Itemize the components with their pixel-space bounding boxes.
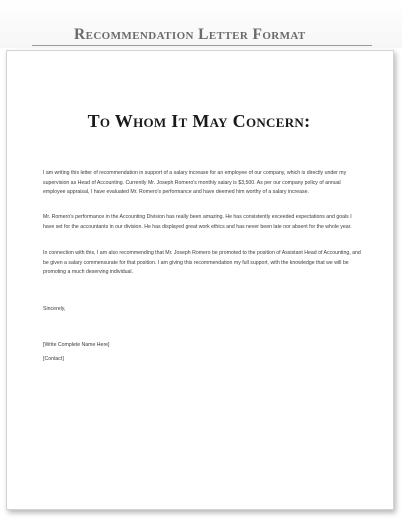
contact-placeholder: [Contact] [43, 356, 64, 362]
page-header [0, 0, 402, 48]
letter-salutation: To Whom It May Concern: [87, 111, 311, 131]
page-title: Recommendation Letter Format [74, 26, 306, 43]
letter-paragraph-2: Mr. Romero's performance in the Accounting Division has really been amazing. He has consistently exceeded expectations and goals I have set for the accountants in our division. He has displayed great work ethics and has never been late nor absent for the whole year. [43, 214, 352, 230]
letter-paragraph-3: In connection with this, I am also recommending that Mr. Joseph Romero be promoted to the position of Assistant Head of Accounting, and be given a salary commensurate for that position. I am giving this recommendation my full support, with the knowledge that we will be promoting a much deserving individual. [43, 250, 361, 276]
letter-closing: Sincerely, [43, 306, 66, 312]
letter-paragraph-1: I am writing this letter of recommendation in support of a salary increase for an employee of our company, which is directly under my supervision as Head of Accounting. Currently Mr. Joseph Romero's monthly salary is $3,500. As per our company policy of annual employee appraisal, I have evaluated Mr. Romero's performance and have deemed him worthy of a salary increase. [43, 170, 347, 196]
title-underline [32, 45, 372, 46]
letter-document [6, 50, 394, 510]
signature-name-placeholder: [Write Complete Name Here] [43, 342, 110, 348]
